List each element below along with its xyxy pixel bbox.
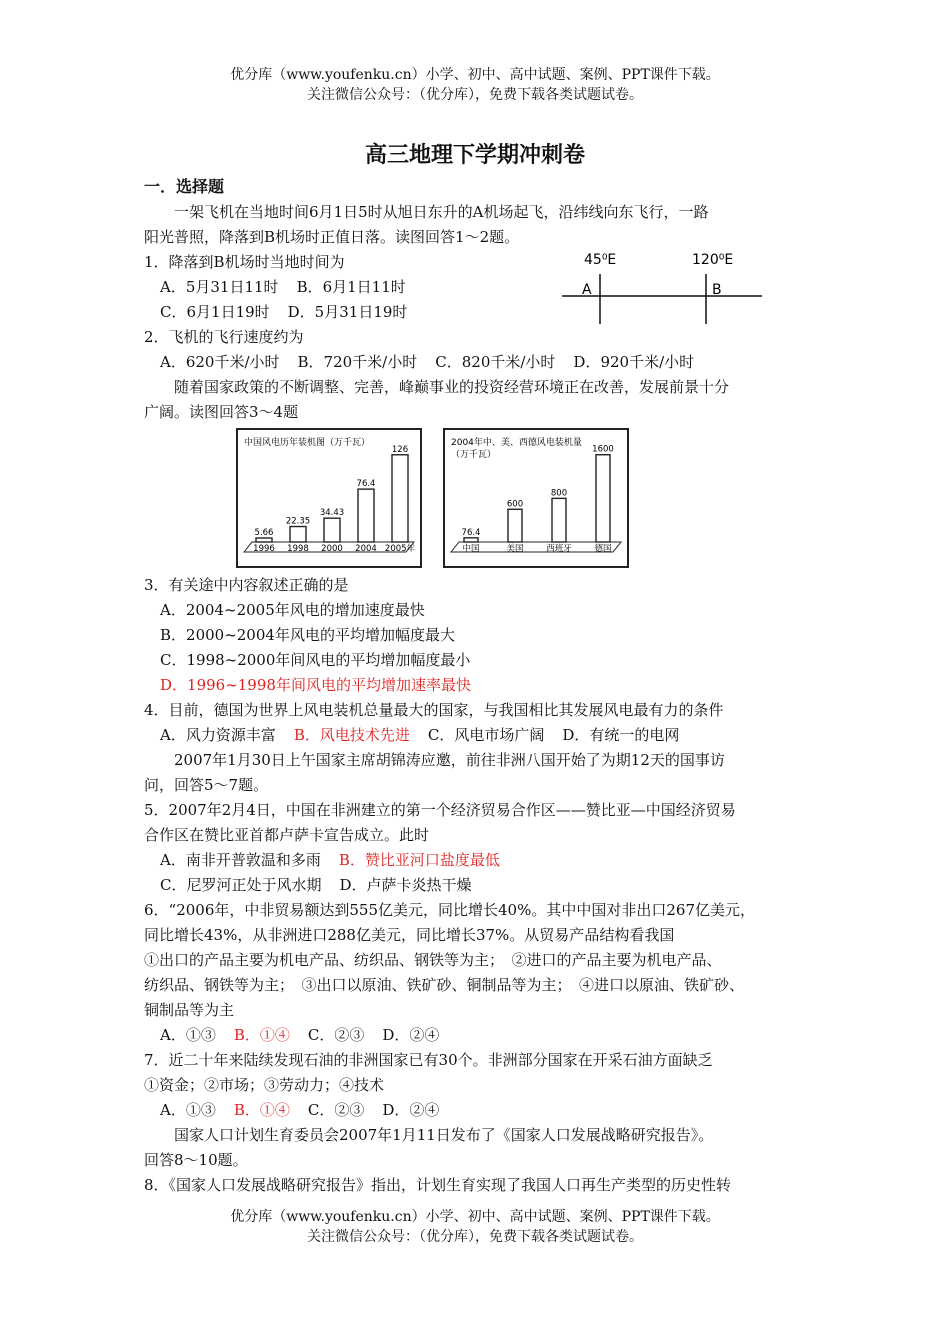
chart-subtitle: （万千瓦）: [451, 450, 497, 460]
intro1-line1: 一架飞机在当地时间6月1日5时从旭日东升的A机场起飞，沿纬线向东飞行，一路: [144, 203, 709, 221]
footer-line-2: 关注微信公众号：（优分库），免费下载各类试题试卷。: [307, 1229, 643, 1245]
chart1-category-label-4: 2005年: [384, 544, 416, 554]
lon-label-b: 120⁰E: [692, 252, 734, 268]
q4-option-d[interactable]: D．有统一的电网: [562, 726, 680, 744]
chart-title: 中国风电历年装机图（万千瓦）: [244, 438, 371, 448]
chart1-category-label-1: 1998: [287, 544, 309, 554]
q6-stem-line1: 6．“2006年，中非贸易额达到555亿美元，同比增长40%。其中中国对非出口267亿美元，: [144, 901, 755, 919]
q5-options-cd: [160, 873, 490, 897]
chart1-category-label-3: 2004: [355, 544, 377, 554]
chart1-value-label-4: 126: [391, 444, 409, 455]
q1-option-a[interactable]: A．5月31日11时: [160, 278, 279, 296]
q1-option-d[interactable]: D．5月31日19时: [287, 303, 408, 321]
q3-option-c[interactable]: C．1998~2000年间风电的平均增加幅度最小: [160, 651, 471, 669]
q7-option-a[interactable]: A．①③: [160, 1101, 216, 1119]
q6-stem-line5: 铜制品等为主: [144, 1001, 235, 1019]
intro2-line2: 广阔。读图回答3～4题: [144, 403, 299, 421]
q3-option-a[interactable]: A．2004~2005年风电的增加速度最快: [160, 601, 425, 619]
chart1-value-label-0: 5.66: [254, 528, 274, 538]
q6-option-d[interactable]: D．②④: [382, 1026, 440, 1044]
q3-option-d[interactable]: D．1996~1998年间风电的平均增加速率最快: [160, 676, 471, 694]
intro3-line2: 问，回答5～7题。: [144, 776, 269, 794]
q3-stem: 3．有关途中内容叙述正确的是: [144, 576, 349, 594]
q7-option-d[interactable]: D．②④: [382, 1101, 440, 1119]
intro4-line2: 回答8～10题。: [144, 1151, 248, 1169]
intro1-line2: 阳光普照，降落到B机场时正值日落。读图回答1～2题。: [144, 228, 520, 246]
chart1-bar-0: [256, 538, 272, 542]
chart2-category-label-3: 德国: [594, 544, 612, 554]
q2-option-c[interactable]: C．820千米/小时: [435, 353, 556, 371]
q5-option-d[interactable]: D．卢萨卡炎热干燥: [339, 876, 472, 894]
chart2-value-label-2: 800: [550, 488, 568, 499]
q5-option-b[interactable]: B．赞比亚河口盐度最低: [338, 851, 500, 869]
q5-option-a[interactable]: A．南非开普敦温和多雨: [160, 851, 321, 869]
chart-country-wind: [443, 428, 629, 568]
intro3-line1: 2007年1月30日上午国家主席胡锦涛应邀，前往非洲八国开始了为期12天的国事访: [144, 751, 725, 769]
point-b-label: B: [712, 282, 722, 298]
chart2-bar-3: [596, 455, 610, 542]
q6-stem-line3: ①出口的产品主要为机电产品、纺织品、钢铁等为主； ②进口的产品主要为机电产品、: [144, 951, 722, 969]
intro4-line1: 国家人口计划生育委员会2007年1月11日发布了《国家人口发展战略研究报告》。: [144, 1126, 714, 1144]
chart2-bar-0: [464, 538, 478, 542]
q6-option-a[interactable]: A．①③: [160, 1026, 216, 1044]
lon-label-a: 45⁰E: [584, 252, 617, 268]
q7-stem-line2: ①资金；②市场；③劳动力；④技术: [144, 1076, 385, 1094]
q4-options: [160, 723, 697, 747]
q7-option-c[interactable]: C．②③: [307, 1101, 365, 1119]
chart2-value-label-1: 600: [506, 499, 524, 510]
chart1-bar-4: [392, 455, 408, 542]
q4-option-b[interactable]: B．风电技术先进: [293, 726, 410, 744]
q8-stem: 8．《国家人口发展战略研究报告》指出，计划生育实现了我国人口再生产类型的历史性转: [144, 1176, 732, 1194]
chart2-category-label-0: 中国: [462, 544, 480, 554]
q5-options-ab: [160, 848, 518, 872]
chart1-bar-2: [324, 518, 340, 542]
q6-stem-line4: 纺织品、钢铁等为主； ③出口以原油、铁矿砂、铜制品等为主； ④进口以原油、铁矿砂、: [144, 976, 745, 994]
chart1-value-label-3: 76.4: [356, 479, 376, 490]
q7-option-b[interactable]: B．①④: [233, 1101, 290, 1119]
chart2-value-label-3: 1600: [592, 444, 614, 455]
q5-stem-line1: 5．2007年2月4日，中国在非洲建立的第一个经济贸易合作区——赞比亚—中国经济贸易: [144, 801, 736, 819]
q5-option-c[interactable]: C．尼罗河正处于风水期: [160, 876, 322, 894]
q6-stem-line2: 同比增长43%，从非洲进口288亿美元，同比增长37%。从贸易产品结构看我国: [144, 926, 675, 944]
q4-option-a[interactable]: A．风力资源丰富: [160, 726, 276, 744]
chart-title: 2004年中、美、西德风电装机量: [451, 438, 582, 448]
chart2-category-label-1: 美国: [506, 544, 524, 554]
q1-option-b[interactable]: B．6月1日11时: [296, 278, 406, 296]
point-a-label: A: [582, 282, 592, 298]
header-line-2: 关注微信公众号：（优分库），免费下载各类试题试卷。: [307, 87, 643, 103]
chart2-bar-1: [508, 509, 522, 542]
q1-options-ab: [160, 275, 424, 299]
longitude-diagram: [560, 246, 770, 326]
q7-stem-line1: 7．近二十年来陆续发现石油的非洲国家已有30个。非洲部分国家在开采石油方面缺乏: [144, 1051, 713, 1069]
q2-option-a[interactable]: A．620千米/小时: [160, 353, 280, 371]
chart1-bar-3: [358, 489, 374, 542]
header-line-1: 优分库（www.youfenku.cn）小学、初中、高中试题、案例、PPT课件下载。: [230, 67, 720, 83]
page-title: 高三地理下学期冲刺卷: [364, 143, 585, 168]
q2-options: [160, 350, 712, 374]
q1-stem: 1．降落到B机场时当地时间为: [144, 253, 345, 271]
chart-china-wind-svg: [238, 430, 420, 566]
q1-options-cd: [160, 300, 425, 324]
q5-stem-line2: 合作区在赞比亚首都卢萨卡宣告成立。此时: [144, 826, 430, 844]
q2-option-d[interactable]: D．920千米/小时: [573, 353, 695, 371]
chart-china-wind: [236, 428, 422, 568]
q6-option-c[interactable]: C．②③: [307, 1026, 365, 1044]
chart1-category-label-0: 1996: [253, 544, 275, 554]
q4-stem: 4．目前，德国为世界上风电装机总量最大的国家，与我国相比其发展风电最有力的条件: [144, 701, 724, 719]
q2-option-b[interactable]: B．720千米/小时: [297, 353, 418, 371]
q6-options: [160, 1023, 457, 1047]
footer-line-1: 优分库（www.youfenku.cn）小学、初中、高中试题、案例、PPT课件下载。: [230, 1209, 720, 1225]
q7-options: [160, 1098, 457, 1122]
chart1-category-label-2: 2000: [321, 544, 343, 554]
chart-country-wind-svg: [445, 430, 627, 566]
chart1-value-label-1: 22.35: [285, 516, 311, 527]
q1-option-c[interactable]: C．6月1日19时: [160, 303, 270, 321]
chart1-value-label-2: 34.43: [319, 508, 345, 519]
chart1-bar-1: [290, 527, 306, 542]
q4-option-c[interactable]: C．风电市场广阔: [427, 726, 545, 744]
chart2-bar-2: [552, 498, 566, 542]
q2-stem: 2．飞机的飞行速度约为: [144, 328, 304, 346]
chart2-category-label-2: 西班牙: [546, 544, 572, 554]
q3-option-b[interactable]: B．2000~2004年风电的平均增加幅度最大: [160, 626, 455, 644]
chart2-value-label-0: 76.4: [461, 527, 481, 538]
section-heading: 一．选择题: [144, 177, 225, 196]
q6-option-b[interactable]: B．①④: [233, 1026, 290, 1044]
intro2-line1: 随着国家政策的不断调整、完善，峰巅事业的投资经营环境正在改善，发展前景十分: [144, 378, 730, 396]
